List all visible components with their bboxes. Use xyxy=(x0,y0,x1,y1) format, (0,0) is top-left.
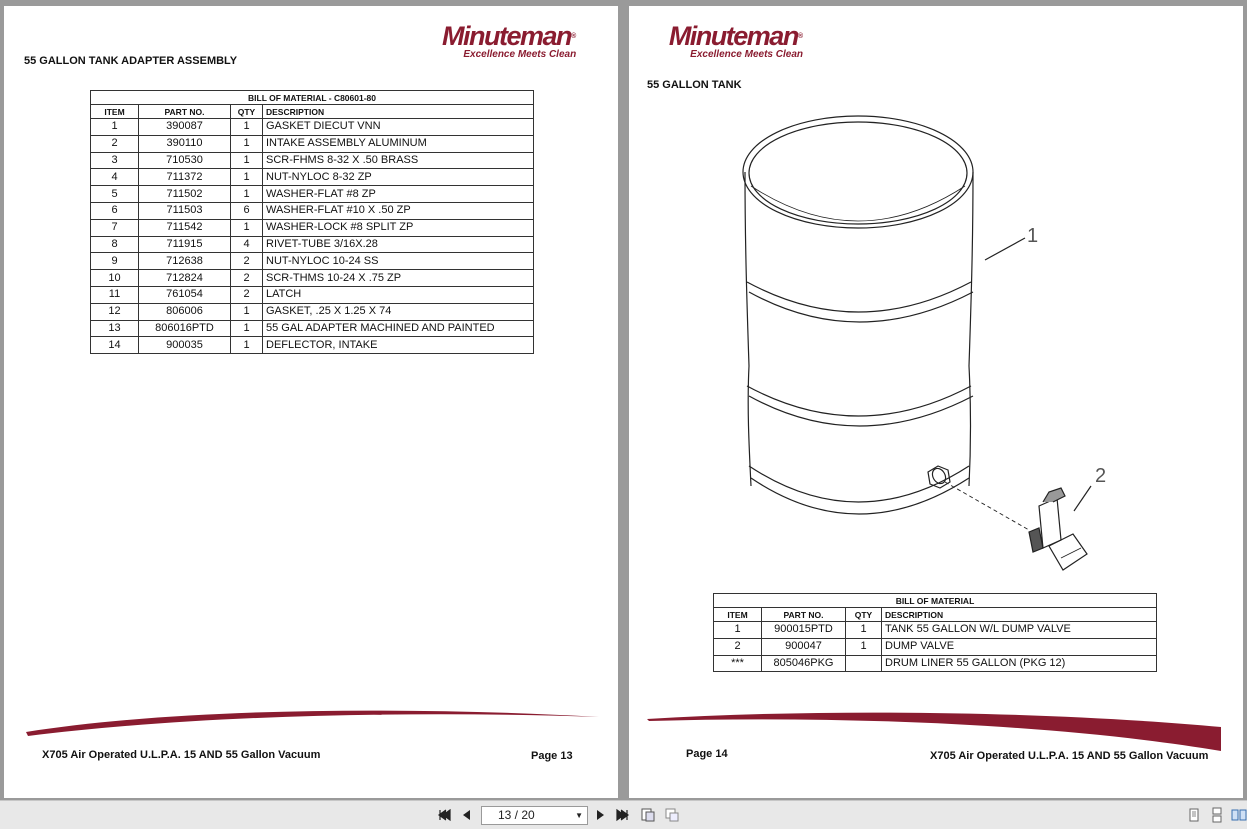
table-row xyxy=(91,303,534,320)
cell-description: NUT-NYLOC 10-24 SS xyxy=(263,253,534,270)
logo-tagline: Excellence Meets Clean xyxy=(463,49,577,60)
col-header-item: ITEM xyxy=(91,105,139,119)
col-header-description: DESCRIPTION xyxy=(263,105,534,119)
cell-item: 3 xyxy=(91,152,139,169)
cell-description: TANK 55 GALLON W/L DUMP VALVE xyxy=(882,622,1157,639)
cell-item: 10 xyxy=(91,270,139,287)
cell-description: SCR-FHMS 8-32 X .50 BRASS xyxy=(263,152,534,169)
cell-qty: 1 xyxy=(231,303,263,320)
cell-description: GASKET, .25 X 1.25 X 74 xyxy=(263,303,534,320)
bill-of-material-table xyxy=(90,90,534,354)
cell-part-no: 711372 xyxy=(139,169,231,186)
footer-page-number: Page 13 xyxy=(531,750,573,762)
cell-qty: 1 xyxy=(231,337,263,354)
table-row xyxy=(91,253,534,270)
table-title: BILL OF MATERIAL xyxy=(714,594,1157,608)
go-back-icon[interactable] xyxy=(640,807,656,823)
footer-title: X705 Air Operated U.L.P.A. 15 AND 55 Gallon Vacuum xyxy=(930,750,1209,762)
tank-drawing xyxy=(729,106,1129,586)
table-row xyxy=(91,152,534,169)
footer-swoosh xyxy=(26,702,606,736)
table-row xyxy=(91,320,534,337)
cell-qty: 1 xyxy=(231,320,263,337)
callout-2: 2 xyxy=(1095,465,1107,487)
cell-item: 5 xyxy=(91,186,139,203)
cell-description: INTAKE ASSEMBLY ALUMINUM xyxy=(263,135,534,152)
cell-part-no: 900047 xyxy=(762,638,846,655)
cell-qty: 2 xyxy=(231,270,263,287)
cell-item: 14 xyxy=(91,337,139,354)
cell-qty: 1 xyxy=(231,186,263,203)
cell-item: 12 xyxy=(91,303,139,320)
cell-description: WASHER-FLAT #8 ZP xyxy=(263,186,534,203)
go-forward-icon[interactable] xyxy=(664,807,680,823)
cell-qty: 1 xyxy=(846,622,882,639)
table-row xyxy=(91,186,534,203)
last-page-icon[interactable] xyxy=(614,807,630,823)
cell-part-no: 900015PTD xyxy=(762,622,846,639)
cell-item: 11 xyxy=(91,286,139,303)
cell-description: SCR-THMS 10-24 X .75 ZP xyxy=(263,270,534,287)
table-header-row xyxy=(714,608,1157,622)
cell-description: DUMP VALVE xyxy=(882,638,1157,655)
table-title: BILL OF MATERIAL - C80601-80 xyxy=(91,91,534,105)
page-indicator: 13 / 20 xyxy=(498,808,535,822)
page-heading: 55 GALLON TANK ADAPTER ASSEMBLY xyxy=(24,55,238,67)
cell-description: RIVET-TUBE 3/16X.28 xyxy=(263,236,534,253)
prev-page-icon[interactable] xyxy=(459,807,475,823)
first-page-icon[interactable] xyxy=(437,807,453,823)
cell-item: 1 xyxy=(91,119,139,136)
table-body xyxy=(91,119,534,354)
cell-item: 4 xyxy=(91,169,139,186)
col-header-part-no: PART NO. xyxy=(139,105,231,119)
cell-qty xyxy=(846,655,882,672)
logo-brand: Minuteman xyxy=(442,21,572,51)
cell-item: 8 xyxy=(91,236,139,253)
table-row xyxy=(91,286,534,303)
cell-item: 2 xyxy=(714,638,762,655)
cell-item: 13 xyxy=(91,320,139,337)
cell-qty: 2 xyxy=(231,286,263,303)
continuous-view-icon[interactable] xyxy=(1209,807,1225,823)
callout-1: 1 xyxy=(1027,225,1039,247)
cell-part-no: 806016PTD xyxy=(139,320,231,337)
cell-part-no: 390087 xyxy=(139,119,231,136)
col-header-item: ITEM xyxy=(714,608,762,622)
cell-part-no: 710530 xyxy=(139,152,231,169)
cell-qty: 4 xyxy=(231,236,263,253)
next-page-icon[interactable] xyxy=(592,807,608,823)
cell-part-no: 712638 xyxy=(139,253,231,270)
cell-item: *** xyxy=(714,655,762,672)
table-row xyxy=(714,638,1157,655)
cell-qty: 2 xyxy=(231,253,263,270)
cell-item: 2 xyxy=(91,135,139,152)
cell-item: 6 xyxy=(91,202,139,219)
table-row xyxy=(91,202,534,219)
page-heading: 55 GALLON TANK xyxy=(647,79,742,91)
cell-part-no: 711502 xyxy=(139,186,231,203)
minuteman-logo xyxy=(653,23,803,60)
cell-part-no: 712824 xyxy=(139,270,231,287)
table-row xyxy=(91,337,534,354)
page-selector[interactable] xyxy=(481,806,588,825)
cell-qty: 1 xyxy=(846,638,882,655)
viewer-toolbar xyxy=(0,800,1247,829)
cell-description: NUT-NYLOC 8-32 ZP xyxy=(263,169,534,186)
table-row xyxy=(91,270,534,287)
page-13 xyxy=(4,6,618,798)
table-header-row xyxy=(91,105,534,119)
col-header-part-no: PART NO. xyxy=(762,608,846,622)
cell-qty: 1 xyxy=(231,119,263,136)
cell-qty: 6 xyxy=(231,202,263,219)
cell-description: DRUM LINER 55 GALLON (PKG 12) xyxy=(882,655,1157,672)
table-title-row xyxy=(714,594,1157,608)
cell-part-no: 900035 xyxy=(139,337,231,354)
logo-brand: Minuteman xyxy=(668,21,798,51)
table-row xyxy=(91,135,534,152)
table-row xyxy=(714,622,1157,639)
cell-part-no: 761054 xyxy=(139,286,231,303)
col-header-qty: QTY xyxy=(846,608,882,622)
cell-item: 1 xyxy=(714,622,762,639)
cell-description: WASHER-LOCK #8 SPLIT ZP xyxy=(263,219,534,236)
table-row xyxy=(91,219,534,236)
table-body xyxy=(714,622,1157,672)
footer-page-number: Page 14 xyxy=(686,748,728,760)
cell-qty: 1 xyxy=(231,152,263,169)
table-row xyxy=(91,236,534,253)
minuteman-logo xyxy=(442,23,576,60)
cell-item: 7 xyxy=(91,219,139,236)
col-header-description: DESCRIPTION xyxy=(882,608,1157,622)
cell-qty: 1 xyxy=(231,219,263,236)
cell-part-no: 711503 xyxy=(139,202,231,219)
cell-part-no: 806006 xyxy=(139,303,231,320)
table-row xyxy=(91,119,534,136)
page-14 xyxy=(629,6,1243,798)
table-title-row xyxy=(91,91,534,105)
footer-title: X705 Air Operated U.L.P.A. 15 AND 55 Gallon Vacuum xyxy=(42,749,321,761)
cell-part-no: 805046PKG xyxy=(762,655,846,672)
logo-tagline: Excellence Meets Clean xyxy=(690,49,803,60)
chevron-down-icon: ▼ xyxy=(575,811,583,820)
cell-part-no: 711915 xyxy=(139,236,231,253)
cell-description: 55 GAL ADAPTER MACHINED AND PAINTED xyxy=(263,320,534,337)
two-page-view-icon[interactable] xyxy=(1231,807,1247,823)
table-row xyxy=(91,169,534,186)
cell-qty: 1 xyxy=(231,169,263,186)
cell-description: GASKET DIECUT VNN xyxy=(263,119,534,136)
cell-qty: 1 xyxy=(231,135,263,152)
cell-description: WASHER-FLAT #10 X .50 ZP xyxy=(263,202,534,219)
footer-swoosh xyxy=(647,703,1227,751)
bill-of-material-table xyxy=(713,593,1157,672)
cell-description: LATCH xyxy=(263,286,534,303)
col-header-qty: QTY xyxy=(231,105,263,119)
single-page-view-icon[interactable] xyxy=(1186,807,1202,823)
cell-item: 9 xyxy=(91,253,139,270)
logo-reg: ® xyxy=(571,33,577,40)
table-row xyxy=(714,655,1157,672)
logo-reg: ® xyxy=(797,33,803,40)
cell-part-no: 390110 xyxy=(139,135,231,152)
cell-description: DEFLECTOR, INTAKE xyxy=(263,337,534,354)
cell-part-no: 711542 xyxy=(139,219,231,236)
